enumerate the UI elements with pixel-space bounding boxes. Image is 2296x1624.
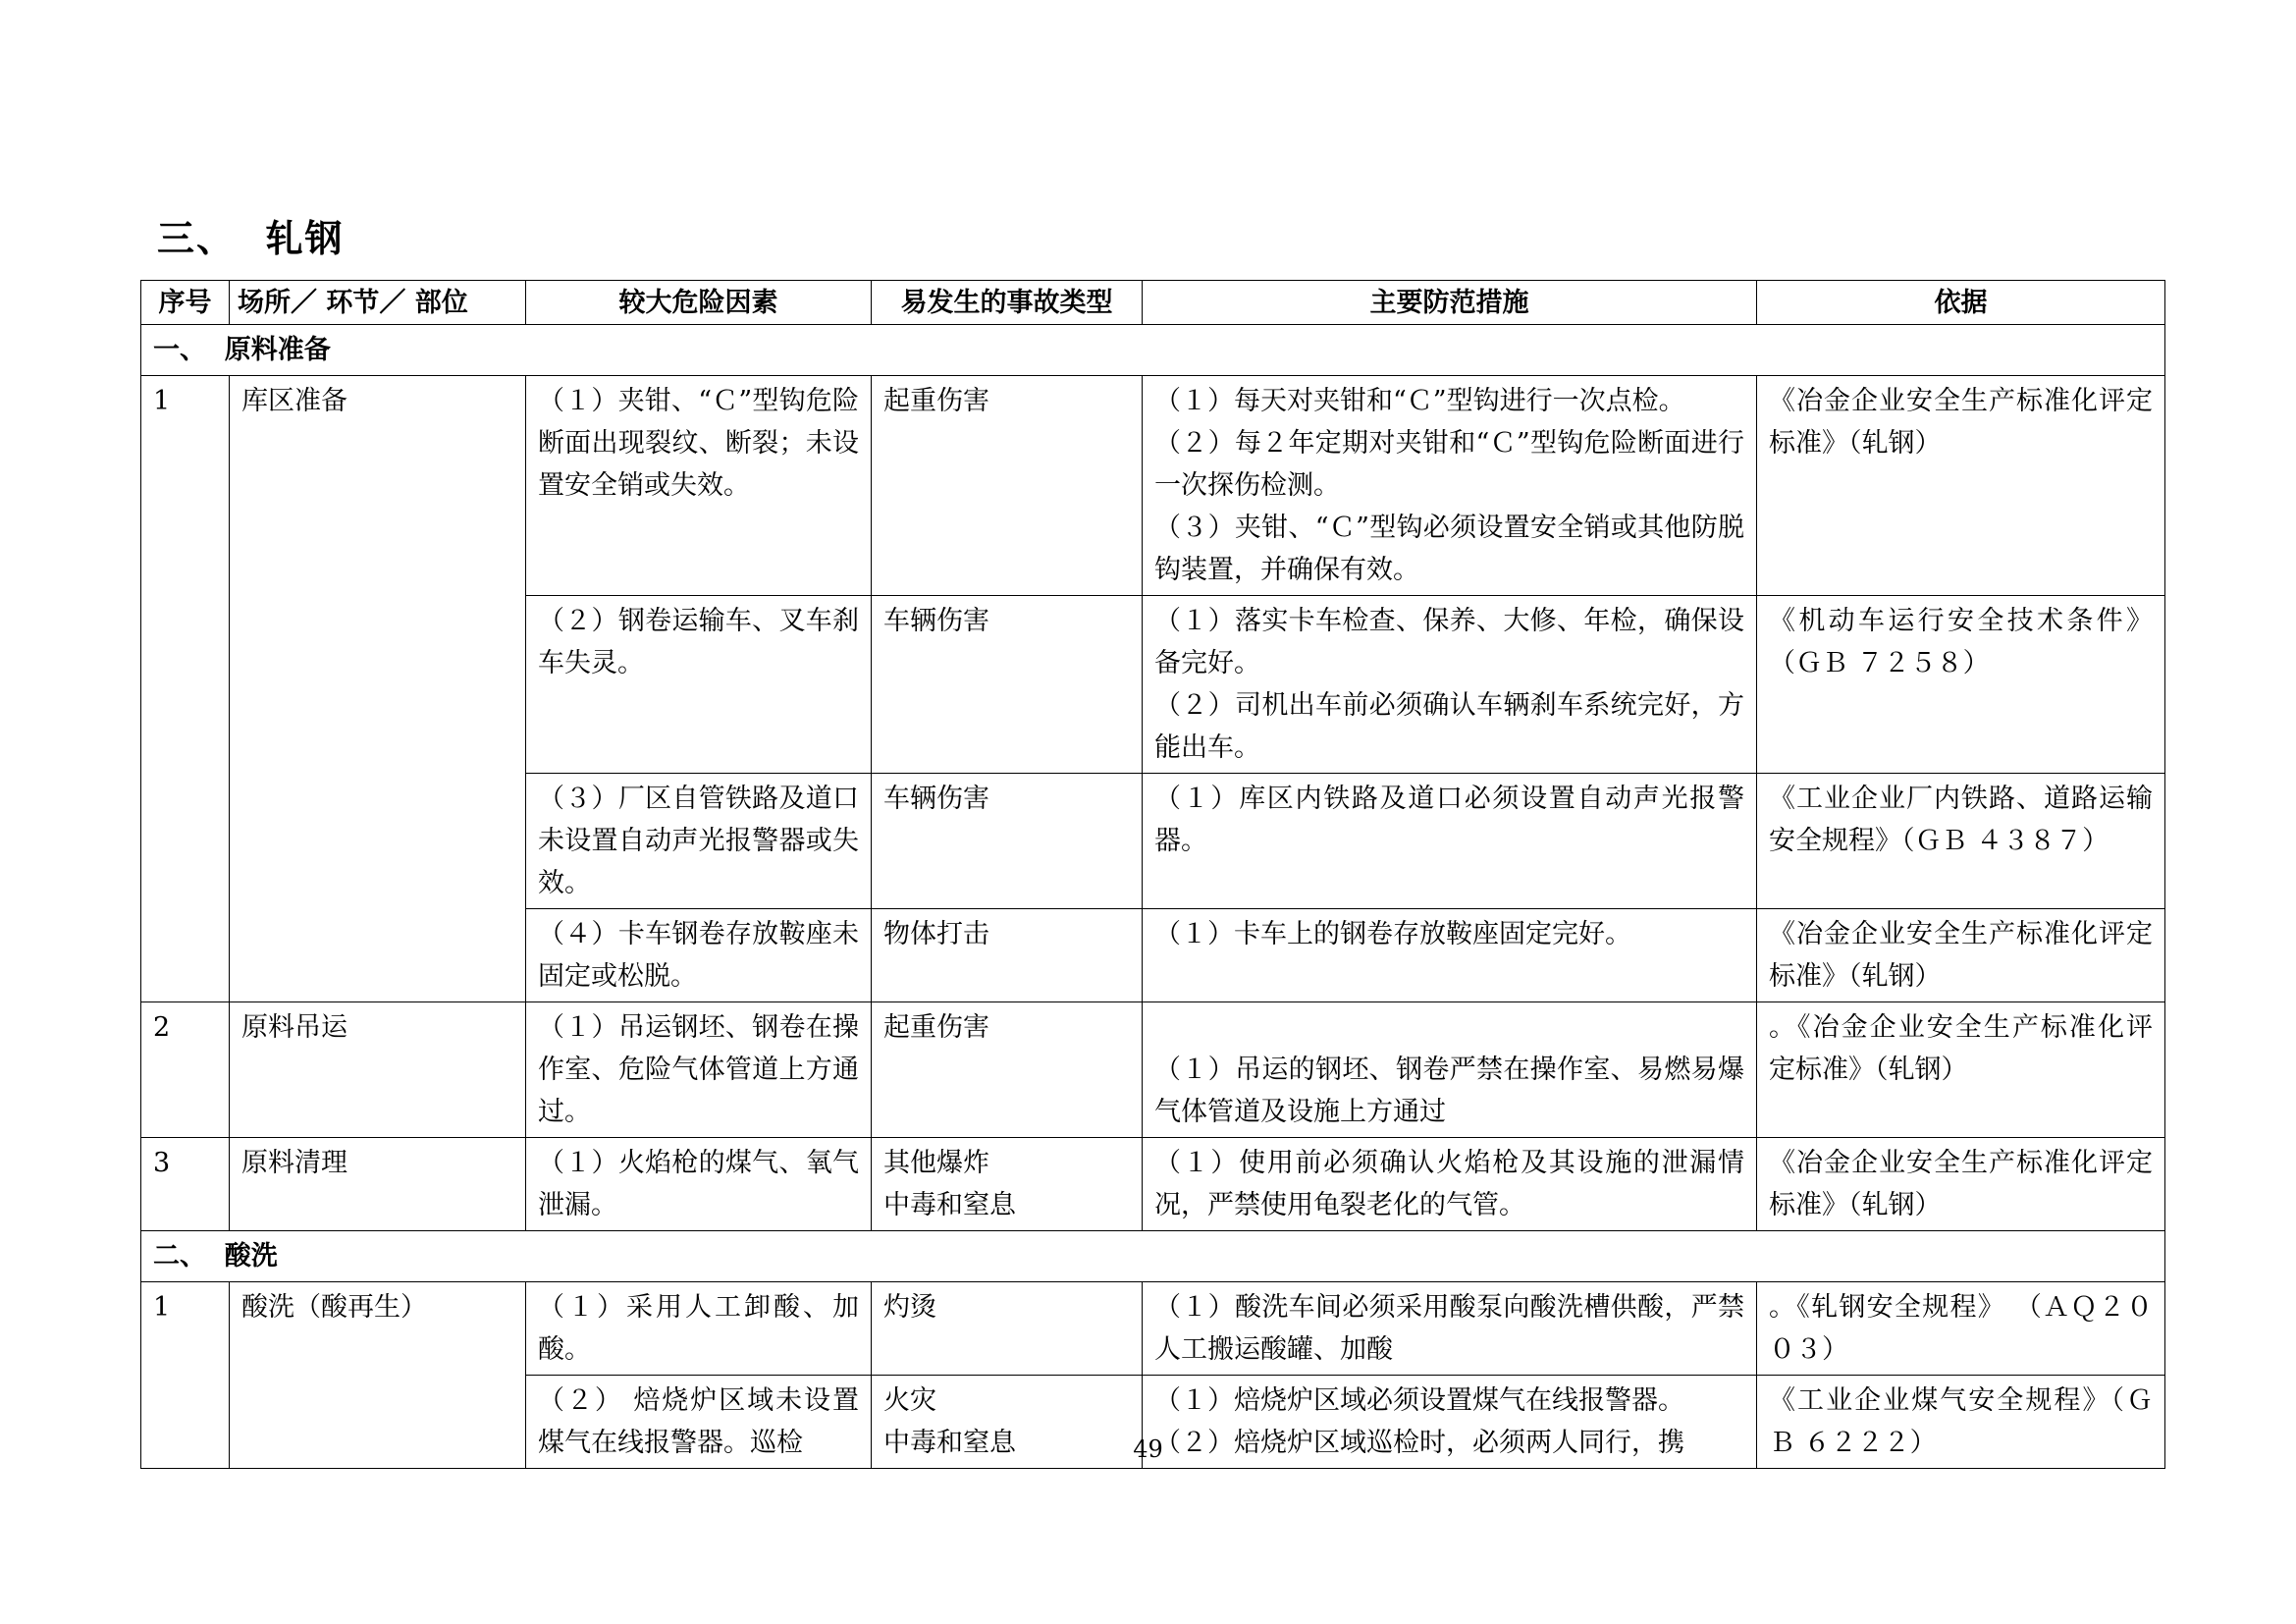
row-number: 3 (141, 1138, 230, 1231)
measure-item: （１）使用前必须确认火焰枪及其设施的泄漏情况，严禁使用龟裂老化的气管。 (1154, 1148, 1744, 1220)
accident-type: 起重伤害 (883, 1012, 989, 1043)
page-number: 49 (1133, 1435, 1163, 1463)
measures-cell (1143, 774, 1757, 909)
measure-item: （１）酸洗车间必须采用酸泵向酸洗槽供酸，严禁人工搬运酸罐、加酸 (1154, 1292, 1744, 1365)
measure-item: （１）焙烧炉区域必须设置煤气在线报警器。 (1154, 1385, 1684, 1416)
section-row (141, 1231, 2165, 1282)
accident-type: 物体打击 (883, 919, 989, 949)
accident-type: 车辆伤害 (883, 784, 989, 814)
row-number: 1 (141, 376, 230, 1002)
hazard-cell: （１）吊运钢坯、钢卷在操作室、危险气体管道上方通过。 (526, 1002, 872, 1138)
accident-type: 灼烫 (883, 1292, 936, 1323)
place-name: 原料吊运 (230, 1002, 526, 1138)
measure-item: （２）司机出车前必须确认车辆刹车系统完好，方能出车。 (1154, 690, 1744, 763)
header-place: 场所／ 环节／ 部位 (230, 281, 526, 325)
hazard-cell: （４）卡车钢卷存放鞍座未固定或松脱。 (526, 909, 872, 1002)
header-measures: 主要防范措施 (1143, 281, 1757, 325)
measures-cell (1143, 909, 1757, 1002)
measures-cell (1143, 596, 1757, 774)
section-label: 二、 酸洗 (141, 1231, 2165, 1282)
basis-cell: 。《轧钢安全规程》 （ＡＱ２００３） (1757, 1282, 2165, 1376)
measures-cell (1143, 1138, 1757, 1231)
hazard-table (140, 280, 2165, 1469)
basis-cell: 《冶金企业安全生产标准化评定标准》（轧钢） (1757, 1138, 2165, 1231)
basis-cell: 《工业企业煤气安全规程》（ＧＢ ６２２２） (1757, 1376, 2165, 1469)
table-row (141, 1282, 2165, 1376)
accident-cell (872, 774, 1143, 909)
table-row (141, 1138, 2165, 1231)
header-no: 序号 (141, 281, 230, 325)
accident-type: 中毒和窒息 (883, 1190, 1016, 1220)
place-name: 原料清理 (230, 1138, 526, 1231)
measure-item: （３）夹钳、“Ｃ”型钩必须设置安全销或其他防脱钩装置，并确保有效。 (1154, 513, 1744, 585)
hazard-cell: （１）夹钳、“Ｃ”型钩危险断面出现裂纹、断裂；未设置安全销或失效。 (526, 376, 872, 596)
basis-cell: 《工业企业厂内铁路、道路运输安全规程》（ＧＢ ４３８７） (1757, 774, 2165, 909)
accident-cell (872, 596, 1143, 774)
measures-cell (1143, 1282, 1757, 1376)
place-name: 酸洗（酸再生） (230, 1282, 526, 1469)
basis-cell: 《冶金企业安全生产标准化评定标准》（轧钢） (1757, 376, 2165, 596)
measure-item: （１）库区内铁路及道口必须设置自动声光报警器。 (1154, 784, 1744, 856)
measures-cell (1143, 376, 1757, 596)
accident-type: 火灾 (883, 1385, 936, 1416)
basis-cell: 《机动车运行安全技术条件》（ＧＢ ７２５８） (1757, 596, 2165, 774)
accident-type: 车辆伤害 (883, 606, 989, 636)
section-label: 一、 原料准备 (141, 325, 2165, 376)
row-number: 1 (141, 1282, 230, 1469)
hazard-cell: （２） 焙烧炉区域未设置煤气在线报警器。巡检 (526, 1376, 872, 1469)
measure-item: （１）落实卡车检查、保养、大修、年检，确保设备完好。 (1154, 606, 1744, 678)
header-basis: 依据 (1757, 281, 2165, 325)
accident-cell (872, 1282, 1143, 1376)
measure-item: （１）卡车上的钢卷存放鞍座固定完好。 (1154, 919, 1631, 949)
measure-item: （２）焙烧炉区域巡检时，必须两人同行，携 (1154, 1428, 1684, 1458)
table-row (141, 1002, 2165, 1138)
accident-type: 其他爆炸 (883, 1148, 989, 1178)
basis-cell: 《冶金企业安全生产标准化评定标准》（轧钢） (1757, 909, 2165, 1002)
accident-cell (872, 1138, 1143, 1231)
row-number: 2 (141, 1002, 230, 1138)
measure-item: （１）每天对夹钳和“Ｃ”型钩进行一次点检。 (1154, 386, 1685, 416)
page-title: 三、 轧钢 (157, 217, 345, 260)
measures-cell (1143, 1002, 1757, 1138)
header-hazard: 较大危险因素 (526, 281, 872, 325)
accident-type: 中毒和窒息 (883, 1428, 1016, 1458)
measure-item: （２）每２年定期对夹钳和“Ｃ”型钩危险断面进行一次探伤检测。 (1154, 428, 1744, 501)
hazard-cell: （３）厂区自管铁路及道口未设置自动声光报警器或失效。 (526, 774, 872, 909)
hazard-cell: （２）钢卷运输车、叉车刹车失灵。 (526, 596, 872, 774)
accident-cell (872, 1002, 1143, 1138)
header-accident: 易发生的事故类型 (872, 281, 1143, 325)
hazard-cell: （１）采用人工卸酸、加酸。 (526, 1282, 872, 1376)
accident-cell (872, 909, 1143, 1002)
measure-item: （１）吊运的钢坯、钢卷严禁在操作室、易燃易爆气体管道及设施上方通过 (1154, 1055, 1744, 1127)
accident-type: 起重伤害 (883, 386, 989, 416)
section-row (141, 325, 2165, 376)
hazard-cell: （１）火焰枪的煤气、氧气泄漏。 (526, 1138, 872, 1231)
table-header-row (141, 281, 2165, 325)
basis-cell: 。《冶金企业安全生产标准化评定标准》（轧钢） (1757, 1002, 2165, 1138)
table-row (141, 376, 2165, 596)
place-name: 库区准备 (230, 376, 526, 1002)
accident-cell (872, 376, 1143, 596)
